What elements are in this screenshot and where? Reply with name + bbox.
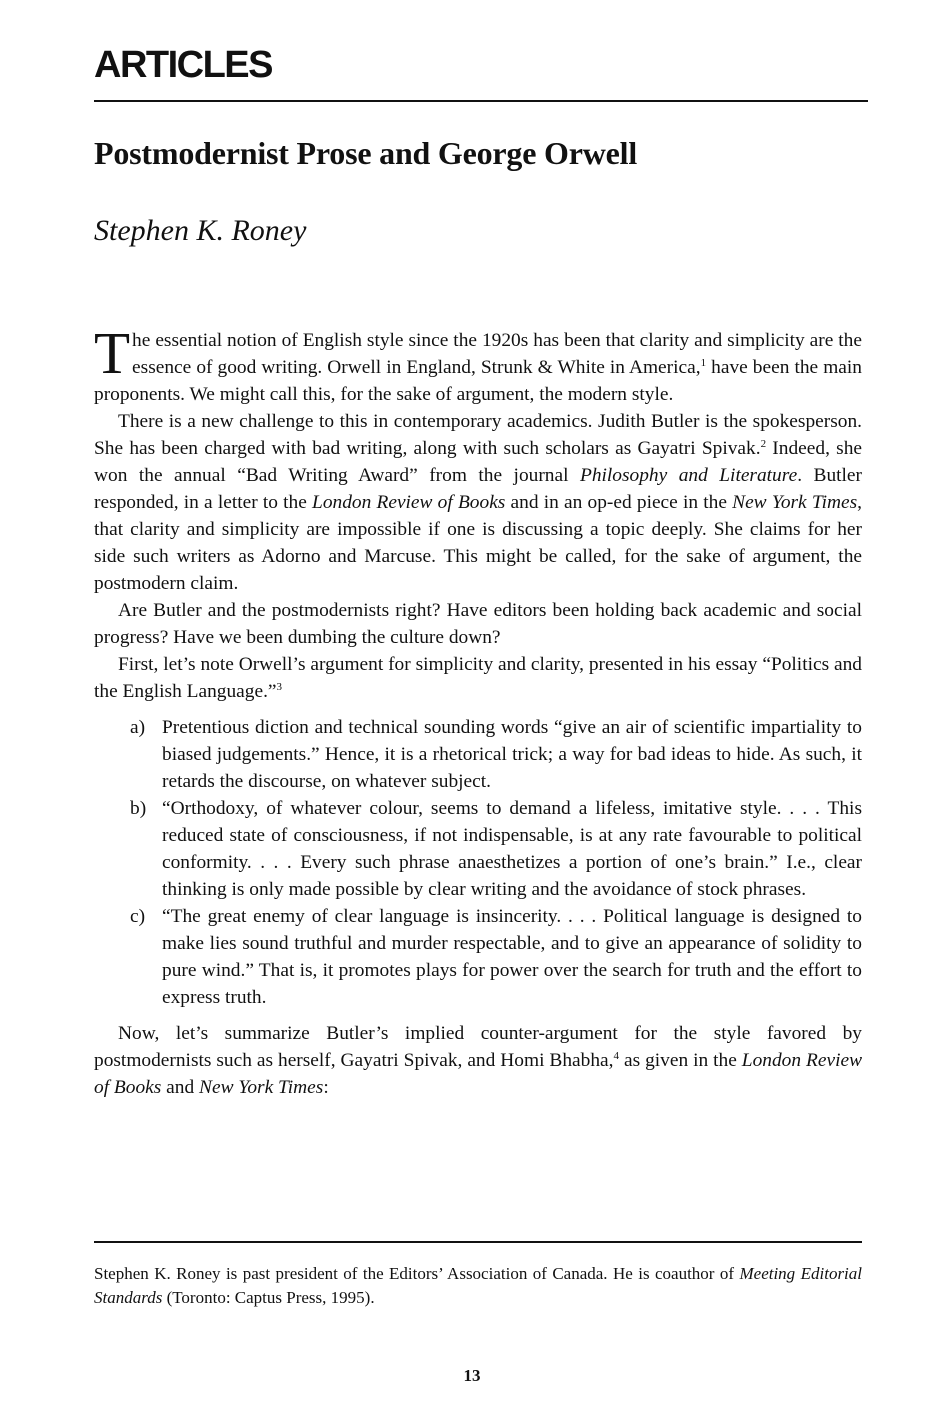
footnote-rule [94, 1241, 862, 1243]
paragraph-text: and [161, 1077, 200, 1098]
footnote-ref-1: 1 [700, 357, 707, 369]
paragraph-text: as given in the [619, 1050, 742, 1071]
footnote-text: (Toronto: Captus Press, 1995). [162, 1288, 375, 1307]
list-marker: b) [130, 798, 147, 819]
paragraph-text: Indeed, she won the annual “Bad Writing Award” from the journal [94, 438, 862, 486]
list-item [94, 903, 862, 1011]
list-item [94, 795, 862, 903]
paragraph-3: Are Butler and the postmodernists right? Have editors been holding back academic and social progress? Have we been dumbing the culture down? [94, 600, 862, 648]
paragraph-text: and in an op-ed piece in the [505, 492, 733, 513]
section-label: ARTICLES [94, 44, 272, 86]
list-marker: a) [130, 717, 146, 738]
publication-title: London Review of Books [94, 1050, 863, 1098]
header-rule [94, 100, 868, 102]
list-marker: c) [130, 906, 146, 927]
list-item-text: “The great enemy of clear language is insincerity. . . . Political language is designed to make lies sound truthful and murder respectable, and to give an appearance of solidity to pure wind.” That is, it promotes plays for power over the search for truth and the effort to express truth. [162, 906, 862, 1008]
publication-title: London Review of Books [312, 492, 506, 513]
publication-title: New York Times [199, 1077, 324, 1098]
paragraph-text: There is a new challenge to this in contemporary academics. Judith Butler is the spokesperson. She has been charged with bad writing, along with such scholars as Gayatri Spivak. [94, 411, 862, 459]
list-item-text: “Orthodoxy, of whatever colour, seems to demand a lifeless, imitative style. . . . This reduced state of consciousness, if not indispensable, is at any rate favourable to political conformity. . . . Every such phrase anaesthetizes a portion of one’s brain.” I.e., clear thinking is only made possible by clear writing and the avoidance of stock phrases. [162, 798, 862, 900]
paragraph-text: First, let’s note Orwell’s argument for simplicity and clarity, presented in his essay “Politics and the English Language.” [94, 654, 862, 702]
paragraph-text: . Butler responded, in a letter to the [94, 465, 862, 513]
drop-cap: T [94, 320, 131, 386]
paragraph-text: , that clarity and simplicity are impossible if one is discussing a topic deeply. She claims for her side such writers as Adorno and Marcuse. This might be called, for the sake of argument, the postmodern claim. [94, 492, 862, 594]
list-item [94, 714, 862, 795]
book-title: Meeting Editorial Standards [94, 1264, 863, 1307]
paragraph-text: Now, let’s summarize Butler’s implied counter-argument for the style favored by postmodernists such as herself, Gayatri Spivak, and Homi Bhabha, [94, 1023, 862, 1071]
paragraph-text: he essential notion of English style since the 1920s has been that clarity and simplicity are the essence of good writing. Orwell in England, Strunk & White in America, [132, 330, 862, 378]
list-item-text: Pretentious diction and technical sounding words “give an air of scientific impartiality to biased judgements.” Hence, it is a rhetorical trick; a way for bad ideas to hide. As such, it retards the discourse, on whatever subject. [162, 717, 862, 792]
footnote-ref-2: 2 [760, 438, 767, 450]
paragraph-2 [94, 408, 862, 597]
journal-title: Philosophy and Literature [579, 465, 798, 486]
page-number: 13 [463, 1366, 481, 1385]
article-title: Postmodernist Prose and George Orwell [94, 135, 638, 171]
paragraph-text: : [323, 1077, 329, 1098]
publication-title: New York Times [732, 492, 858, 513]
closing-paragraph [94, 1020, 862, 1101]
argument-list [94, 714, 862, 1011]
article-body [94, 320, 863, 1101]
footnote-ref-4: 4 [613, 1050, 619, 1062]
article-author: Stephen K. Roney [94, 214, 307, 247]
paragraph-text: have been the main proponents. We might call this, for the sake of argument, the modern style. [94, 357, 862, 405]
paragraph-4 [94, 651, 862, 705]
footnote-text: Stephen K. Roney is past president of the Editors’ Association of Canada. He is coauthor of [94, 1264, 740, 1283]
author-footnote [94, 1262, 862, 1310]
footnote-ref-3: 3 [276, 681, 283, 693]
paragraph-1 [94, 320, 862, 408]
